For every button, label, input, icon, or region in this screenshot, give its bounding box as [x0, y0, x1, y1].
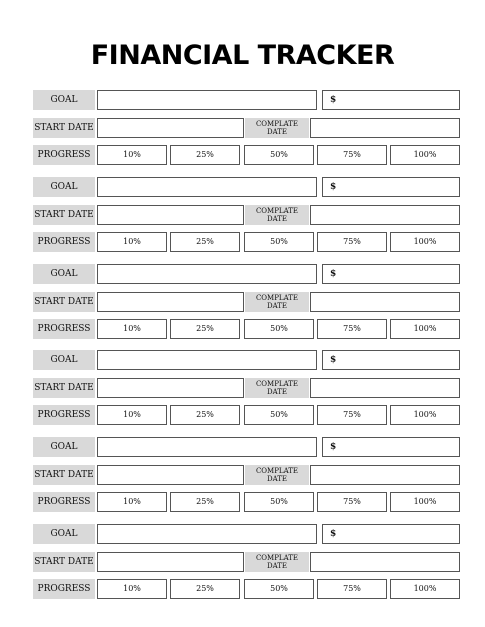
complete-date-field[interactable]: [310, 465, 460, 485]
start-date-label: START DATE: [33, 465, 95, 485]
start-date-field[interactable]: [97, 292, 244, 312]
complete-date-label-line1: COMPLATE: [255, 467, 299, 475]
amount-field[interactable]: [322, 524, 460, 544]
goal-label: GOAL: [33, 90, 95, 110]
complete-date-label-line2: DATE: [266, 215, 288, 223]
progress-step-box[interactable]: 50%: [244, 405, 314, 425]
complete-date-field[interactable]: [310, 378, 460, 398]
goal-row: [33, 524, 461, 544]
complete-date-label: [245, 118, 309, 138]
progress-step-box[interactable]: 25%: [170, 232, 240, 252]
progress-row: [33, 492, 461, 512]
progress-step-box[interactable]: 10%: [97, 145, 167, 165]
goal-row: [33, 90, 461, 110]
complete-date-label: [245, 465, 309, 485]
goal-row: [33, 177, 461, 197]
goal-row: [33, 350, 461, 370]
progress-row: [33, 405, 461, 425]
complete-date-label-line2: DATE: [266, 388, 288, 396]
dates-row: [33, 552, 461, 572]
progress-step-box[interactable]: 75%: [317, 319, 387, 339]
start-date-label: START DATE: [33, 552, 95, 572]
dollar-sign: $: [330, 442, 337, 452]
progress-step-box[interactable]: 75%: [317, 492, 387, 512]
progress-step-box[interactable]: 100%: [390, 145, 460, 165]
goal-field[interactable]: [97, 90, 317, 110]
progress-step-box[interactable]: 25%: [170, 405, 240, 425]
amount-field[interactable]: [322, 350, 460, 370]
start-date-field[interactable]: [97, 465, 244, 485]
complete-date-label-line1: COMPLATE: [255, 554, 299, 562]
complete-date-label-line1: COMPLATE: [255, 380, 299, 388]
start-date-field[interactable]: [97, 552, 244, 572]
progress-step-box[interactable]: 25%: [170, 319, 240, 339]
goal-label: GOAL: [33, 264, 95, 284]
goal-field[interactable]: [97, 177, 317, 197]
progress-step-box[interactable]: 50%: [244, 319, 314, 339]
start-date-label: START DATE: [33, 378, 95, 398]
progress-row: [33, 145, 461, 165]
goal-field[interactable]: [97, 264, 317, 284]
progress-step-box[interactable]: 10%: [97, 232, 167, 252]
goal-field[interactable]: [97, 524, 317, 544]
progress-label: PROGRESS: [33, 145, 95, 165]
start-date-label: START DATE: [33, 118, 95, 138]
tracker-block: [33, 264, 461, 344]
complete-date-field[interactable]: [310, 205, 460, 225]
progress-step-box[interactable]: 50%: [244, 492, 314, 512]
progress-step-box[interactable]: 75%: [317, 579, 387, 599]
progress-label: PROGRESS: [33, 232, 95, 252]
progress-label: PROGRESS: [33, 579, 95, 599]
progress-step-box[interactable]: 25%: [170, 579, 240, 599]
progress-row: [33, 319, 461, 339]
goal-label: GOAL: [33, 350, 95, 370]
goal-label: GOAL: [33, 437, 95, 457]
start-date-field[interactable]: [97, 378, 244, 398]
dates-row: [33, 465, 461, 485]
complete-date-label: [245, 292, 309, 312]
goal-label: GOAL: [33, 524, 95, 544]
progress-step-box[interactable]: 100%: [390, 405, 460, 425]
progress-step-box[interactable]: 100%: [390, 319, 460, 339]
start-date-field[interactable]: [97, 118, 244, 138]
progress-step-box[interactable]: 10%: [97, 492, 167, 512]
progress-step-box[interactable]: 75%: [317, 232, 387, 252]
complete-date-label-line2: DATE: [266, 475, 288, 483]
goal-field[interactable]: [97, 350, 317, 370]
complete-date-label-line2: DATE: [266, 562, 288, 570]
tracker-block: [33, 524, 461, 604]
complete-date-field[interactable]: [310, 552, 460, 572]
complete-date-label-line1: COMPLATE: [255, 120, 299, 128]
page-title: FINANCIAL TRACKER: [90, 40, 395, 71]
complete-date-field[interactable]: [310, 292, 460, 312]
progress-row: [33, 232, 461, 252]
amount-field[interactable]: [322, 264, 460, 284]
progress-label: PROGRESS: [33, 405, 95, 425]
dollar-sign: $: [330, 269, 337, 279]
progress-step-box[interactable]: 100%: [390, 232, 460, 252]
amount-field[interactable]: [322, 437, 460, 457]
start-date-field[interactable]: [97, 205, 244, 225]
tracker-block: [33, 350, 461, 430]
goal-row: [33, 264, 461, 284]
goal-label: GOAL: [33, 177, 95, 197]
complete-date-label: [245, 552, 309, 572]
dates-row: [33, 205, 461, 225]
dollar-sign: $: [330, 182, 337, 192]
progress-step-box[interactable]: 50%: [244, 145, 314, 165]
tracker-block: [33, 90, 461, 170]
progress-step-box[interactable]: 10%: [97, 579, 167, 599]
dollar-sign: $: [330, 95, 337, 105]
dates-row: [33, 292, 461, 312]
progress-step-box[interactable]: 100%: [390, 492, 460, 512]
progress-label: PROGRESS: [33, 319, 95, 339]
complete-date-label-line1: COMPLATE: [255, 294, 299, 302]
progress-step-box[interactable]: 10%: [97, 405, 167, 425]
progress-label: PROGRESS: [33, 492, 95, 512]
progress-row: [33, 579, 461, 599]
amount-field[interactable]: [322, 177, 460, 197]
amount-field[interactable]: [322, 90, 460, 110]
progress-step-box[interactable]: 100%: [390, 579, 460, 599]
complete-date-label-line2: DATE: [266, 302, 288, 310]
progress-step-box[interactable]: 25%: [170, 145, 240, 165]
goal-row: [33, 437, 461, 457]
progress-step-box[interactable]: 10%: [97, 319, 167, 339]
progress-step-box[interactable]: 25%: [170, 492, 240, 512]
complete-date-field[interactable]: [310, 118, 460, 138]
tracker-block: [33, 177, 461, 257]
complete-date-label-line1: COMPLATE: [255, 207, 299, 215]
complete-date-label: [245, 205, 309, 225]
progress-step-box[interactable]: 75%: [317, 405, 387, 425]
progress-step-box[interactable]: 50%: [244, 579, 314, 599]
dollar-sign: $: [330, 529, 337, 539]
tracker-block: [33, 437, 461, 517]
progress-step-box[interactable]: 75%: [317, 145, 387, 165]
dollar-sign: $: [330, 355, 337, 365]
goal-field[interactable]: [97, 437, 317, 457]
complete-date-label: [245, 378, 309, 398]
start-date-label: START DATE: [33, 205, 95, 225]
start-date-label: START DATE: [33, 292, 95, 312]
dates-row: [33, 118, 461, 138]
progress-step-box[interactable]: 50%: [244, 232, 314, 252]
complete-date-label-line2: DATE: [266, 128, 288, 136]
dates-row: [33, 378, 461, 398]
